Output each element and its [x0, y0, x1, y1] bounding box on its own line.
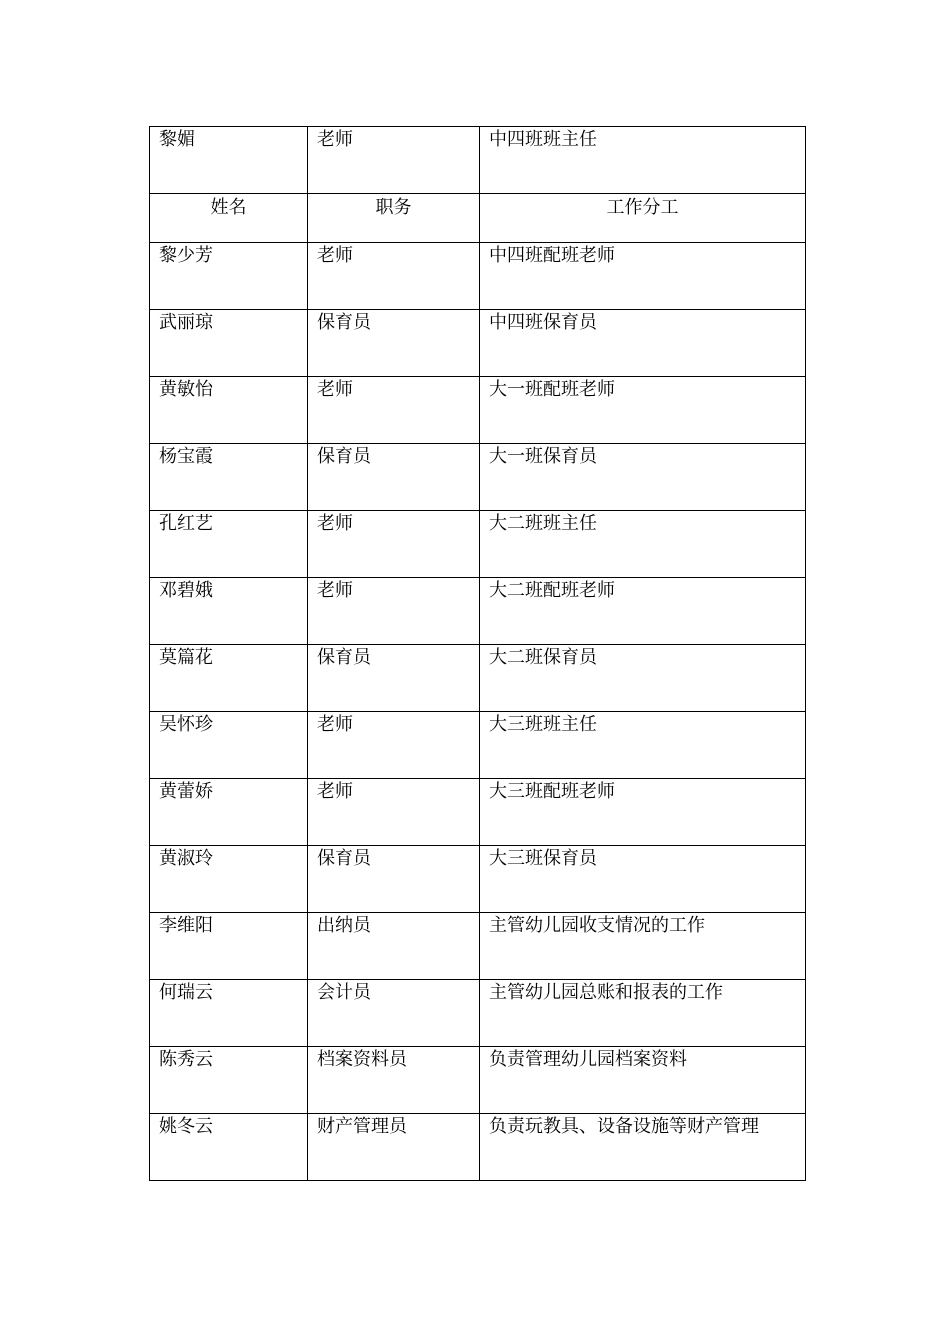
name-cell: 黎媚: [150, 127, 308, 194]
header-name: 姓名: [150, 194, 308, 243]
table-row: [150, 377, 806, 444]
role-cell: 老师: [308, 578, 480, 645]
role-cell: 会计员: [308, 980, 480, 1047]
table-row: [150, 578, 806, 645]
duty-cell: 大二班班主任: [480, 511, 806, 578]
duty-cell: 大三班配班老师: [480, 779, 806, 846]
role-cell: 老师: [308, 712, 480, 779]
table-row: [150, 243, 806, 310]
role-cell: 保育员: [308, 846, 480, 913]
table-row: [150, 127, 806, 194]
name-cell: 吴怀珍: [150, 712, 308, 779]
staff-duty-table: [149, 126, 806, 1181]
duty-cell: 中四班班主任: [480, 127, 806, 194]
duty-cell: 大二班配班老师: [480, 578, 806, 645]
name-cell: 李维阳: [150, 913, 308, 980]
duty-cell: 负责玩教具、设备设施等财产管理: [480, 1114, 806, 1181]
table-row: [150, 1047, 806, 1114]
role-cell: 老师: [308, 511, 480, 578]
name-cell: 莫篇花: [150, 645, 308, 712]
role-cell: 保育员: [308, 444, 480, 511]
name-cell: 陈秀云: [150, 1047, 308, 1114]
name-cell: 黄淑玲: [150, 846, 308, 913]
table-row: [150, 511, 806, 578]
name-cell: 孔红艺: [150, 511, 308, 578]
duty-cell: 主管幼儿园收支情况的工作: [480, 913, 806, 980]
table-row: [150, 310, 806, 377]
name-cell: 黎少芳: [150, 243, 308, 310]
duty-cell: 中四班配班老师: [480, 243, 806, 310]
role-cell: 保育员: [308, 645, 480, 712]
duty-cell: 大二班保育员: [480, 645, 806, 712]
name-cell: 黄敏怡: [150, 377, 308, 444]
duty-cell: 中四班保育员: [480, 310, 806, 377]
table-row: [150, 846, 806, 913]
duty-cell: 大三班保育员: [480, 846, 806, 913]
table-row: [150, 645, 806, 712]
duty-cell: 大三班班主任: [480, 712, 806, 779]
table-header-row: [150, 194, 806, 243]
name-cell: 何瑞云: [150, 980, 308, 1047]
role-cell: 老师: [308, 377, 480, 444]
table-row: [150, 444, 806, 511]
role-cell: 老师: [308, 243, 480, 310]
header-duty: 工作分工: [480, 194, 806, 243]
role-cell: 出纳员: [308, 913, 480, 980]
name-cell: 杨宝霞: [150, 444, 308, 511]
name-cell: 武丽琼: [150, 310, 308, 377]
header-role: 职务: [308, 194, 480, 243]
duty-cell: 大一班配班老师: [480, 377, 806, 444]
table-row: [150, 779, 806, 846]
table-row: [150, 913, 806, 980]
name-cell: 黄蕾娇: [150, 779, 308, 846]
role-cell: 档案资料员: [308, 1047, 480, 1114]
role-cell: 财产管理员: [308, 1114, 480, 1181]
duty-cell: 大一班保育员: [480, 444, 806, 511]
table-row: [150, 1114, 806, 1181]
role-cell: 老师: [308, 779, 480, 846]
duty-cell: 主管幼儿园总账和报表的工作: [480, 980, 806, 1047]
name-cell: 邓碧娥: [150, 578, 308, 645]
table-row: [150, 980, 806, 1047]
name-cell: 姚冬云: [150, 1114, 308, 1181]
role-cell: 老师: [308, 127, 480, 194]
duty-cell: 负责管理幼儿园档案资料: [480, 1047, 806, 1114]
role-cell: 保育员: [308, 310, 480, 377]
table-row: [150, 712, 806, 779]
